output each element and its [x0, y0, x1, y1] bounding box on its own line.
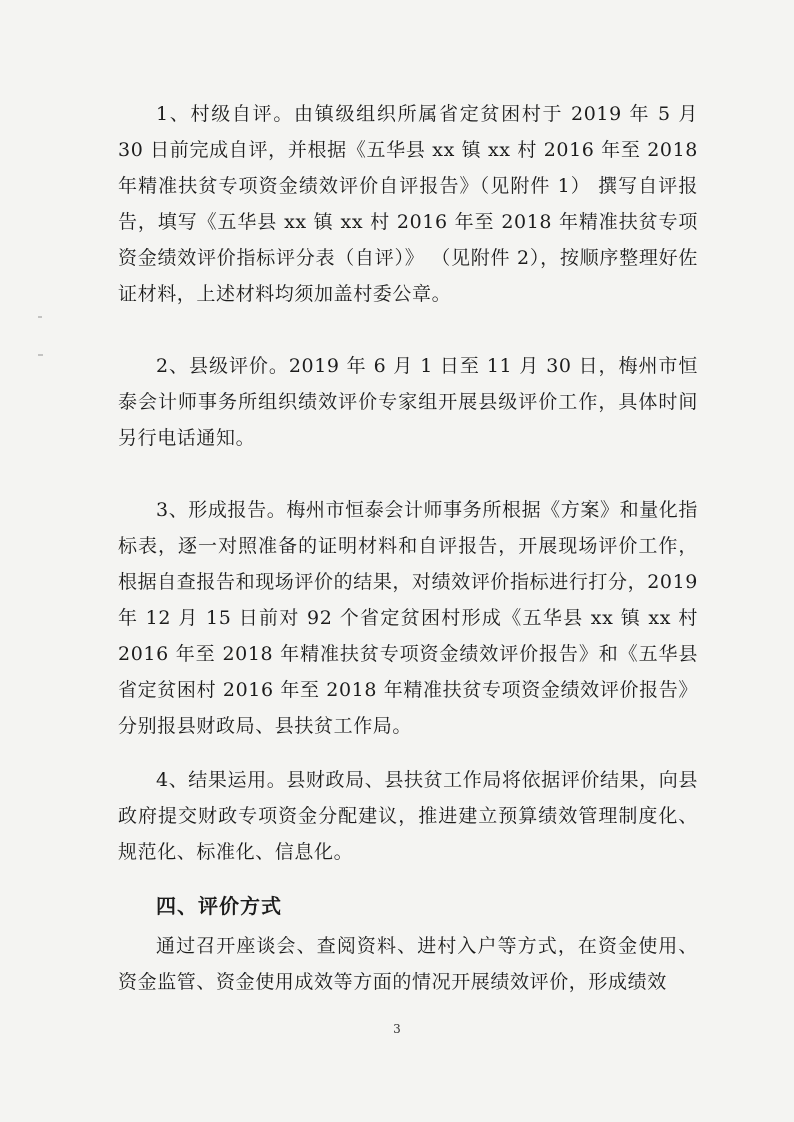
- page-number: 3: [393, 1022, 401, 1036]
- paragraph-form-report: 3、形成报告。梅州市恒泰会计师事务所根据《方案》和量化指标表，逐一对照准备的证明材料和自评报告，开展现场评价工作，根据自查报告和现场评价的结果，对绩效评价指标进行打分，2019 年 12 月 15 日前对 92 个省定贫困村形成《五华县 xx 镇 xx 村 2016 年至 2018 年精准扶贫专项资金绩效评价报告》和《五华县省定贫困村 2016 年至 2018 年精准扶贫专项资金绩效评价报告》分别报县财政局、县扶贫工作局。: [118, 499, 698, 737]
- paragraph-result-application: 4、结果运用。县财政局、县扶贫工作局将依据评价结果，向县政府提交财政专项资金分配建议，推进建立预算绩效管理制度化、规范化、标准化、信息化。: [118, 769, 698, 863]
- section-heading-evaluation-method: 四、评价方式: [156, 894, 282, 918]
- paragraph-village-self-evaluation: 1、村级自评。由镇级组织所属省定贫困村于 2019 年 5 月 30 日前完成自评，并根据《五华县 xx 镇 xx 村 2016 年至 2018 年精准扶贫专项资金绩效评价自评报告》（见附件 1） 撰写自评报告，填写《五华县 xx 镇 xx 村 2016 年至 2018 年精准扶贫专项资金绩效评价指标评分表（自评）》 （见附件 2），按顺序整理好佐证材料，上述材料均须加盖村委公章。: [118, 103, 698, 305]
- scan-speck: [38, 316, 42, 318]
- paragraph-evaluation-method: 通过召开座谈会、查阅资料、进村入户等方式，在资金使用、资金监管、资金使用成效等方面的情况开展绩效评价，形成绩效: [118, 935, 698, 993]
- scan-speck: [38, 354, 43, 356]
- paragraph-county-evaluation: 2、县级评价。2019 年 6 月 1 日至 11 月 30 日，梅州市恒泰会计师事务所组织绩效评价专家组开展县级评价工作，具体时间另行电话通知。: [118, 355, 698, 449]
